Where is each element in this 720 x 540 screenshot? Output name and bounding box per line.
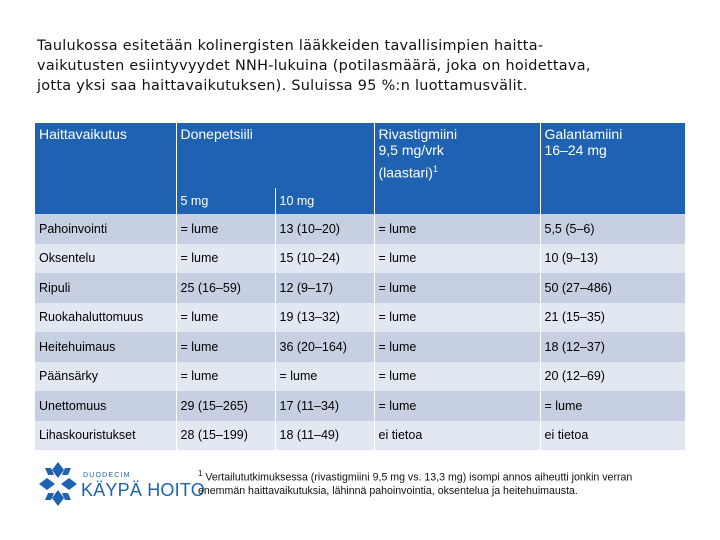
logo-brand: KÄYPÄ HOITO (81, 480, 205, 500)
logo-org: DUODECIM (83, 472, 131, 479)
table-row (35, 421, 685, 451)
header-rivastigmine-line2: 9,5 mg/vrk (378, 142, 444, 158)
cell-donepezil-5: 29 (15–265) (176, 391, 275, 421)
subheader-blank (374, 188, 540, 214)
cell-galantamine: 21 (15–35) (540, 303, 685, 333)
table-subheader-row (35, 188, 685, 214)
header-donepezil: Donepetsiili (176, 123, 374, 188)
kaypa-hoito-logo (37, 460, 205, 510)
cell-effect: Ruokahaluttomuus (35, 303, 176, 333)
footnote-line-1-wrap (198, 467, 698, 485)
cell-donepezil-5: = lume (176, 244, 275, 274)
footnote-line-1: Vertailututkimuksessa (rivastigmiini 9,5 mg vs. 13,3 mg) isompi annos aiheutti jonkin verran (205, 471, 633, 484)
cell-rivastigmine: = lume (374, 273, 540, 303)
footnote-line-2: enemmän haittavaikutuksia, lähinnä pahoinvointia, oksentelua ja heitehuimausta. (198, 485, 578, 498)
table-row (35, 303, 685, 333)
intro-line-1: Taulukossa esitetään kolinergisten lääkkeiden tavallisimpien haitta- (37, 38, 544, 54)
nnh-table (35, 123, 686, 450)
cell-effect: Pahoinvointi (35, 214, 176, 244)
cell-rivastigmine: = lume (374, 362, 540, 392)
footnote-marker: 1 (198, 469, 203, 478)
duodecim-cross-logo-icon (37, 460, 79, 508)
cell-donepezil-10: 17 (11–34) (275, 391, 374, 421)
cell-rivastigmine: = lume (374, 214, 540, 244)
cell-effect: Ripuli (35, 273, 176, 303)
cell-effect: Unettomuus (35, 391, 176, 421)
header-galantamine (540, 123, 685, 188)
cell-effect: Heitehuimaus (35, 332, 176, 362)
cell-effect: Päänsärky (35, 362, 176, 392)
table-header-row (35, 123, 685, 188)
cell-rivastigmine: = lume (374, 332, 540, 362)
cell-galantamine: 18 (12–37) (540, 332, 685, 362)
table-row (35, 362, 685, 392)
intro-line-2: vaikutusten esiintyvyydet NNH-lukuina (potilasmäärä, joka on hoidettava, (37, 58, 591, 74)
cell-donepezil-10: 12 (9–17) (275, 273, 374, 303)
cell-donepezil-10: 18 (11–49) (275, 421, 374, 451)
header-effect: Haittavaikutus (35, 123, 176, 188)
cell-donepezil-10: 15 (10–24) (275, 244, 374, 274)
header-galantamine-line1: Galantamiini (544, 126, 623, 142)
cell-galantamine: ei tietoa (540, 421, 685, 451)
header-galantamine-line2: 16–24 mg (544, 142, 607, 158)
cell-donepezil-10: 36 (20–164) (275, 332, 374, 362)
intro-line-3: jotta yksi saa haittavaikutuksen). Suluissa 95 %:n luottamusvälit. (37, 78, 528, 94)
intro-text (37, 36, 687, 96)
table-row (35, 244, 685, 274)
subheader-donepezil-10: 10 mg (275, 188, 374, 214)
cell-galantamine: = lume (540, 391, 685, 421)
cell-rivastigmine: = lume (374, 391, 540, 421)
cell-donepezil-5: 28 (15–199) (176, 421, 275, 451)
header-rivastigmine (374, 123, 540, 188)
cell-effect: Oksentelu (35, 244, 176, 274)
cell-effect: Lihaskouristukset (35, 421, 176, 451)
cell-donepezil-5: = lume (176, 214, 275, 244)
table-row (35, 214, 685, 244)
subheader-blank (35, 188, 176, 214)
cell-rivastigmine: = lume (374, 303, 540, 333)
table-row (35, 273, 685, 303)
cell-donepezil-5: 25 (16–59) (176, 273, 275, 303)
footnote (198, 467, 698, 499)
header-rivastigmine-line1: Rivastigmiini (378, 126, 458, 142)
cell-galantamine: 5,5 (5–6) (540, 214, 685, 244)
header-rivastigmine-line3-wrap (379, 158, 540, 181)
cell-donepezil-10: = lume (275, 362, 374, 392)
subheader-blank (540, 188, 685, 214)
cell-donepezil-10: 13 (10–20) (275, 214, 374, 244)
cell-donepezil-5: = lume (176, 362, 275, 392)
cell-rivastigmine: ei tietoa (374, 421, 540, 451)
cell-galantamine: 50 (27–486) (540, 273, 685, 303)
cell-donepezil-10: 19 (13–32) (275, 303, 374, 333)
cell-galantamine: 10 (9–13) (540, 244, 685, 274)
cell-galantamine: 20 (12–69) (540, 362, 685, 392)
table-row (35, 391, 685, 421)
footnote-ref: 1 (432, 164, 438, 174)
table-row (35, 332, 685, 362)
cell-donepezil-5: = lume (176, 332, 275, 362)
cell-donepezil-5: = lume (176, 303, 275, 333)
header-rivastigmine-line3: (laastari) (378, 164, 433, 181)
subheader-donepezil-5: 5 mg (176, 188, 275, 214)
cell-rivastigmine: = lume (374, 244, 540, 274)
